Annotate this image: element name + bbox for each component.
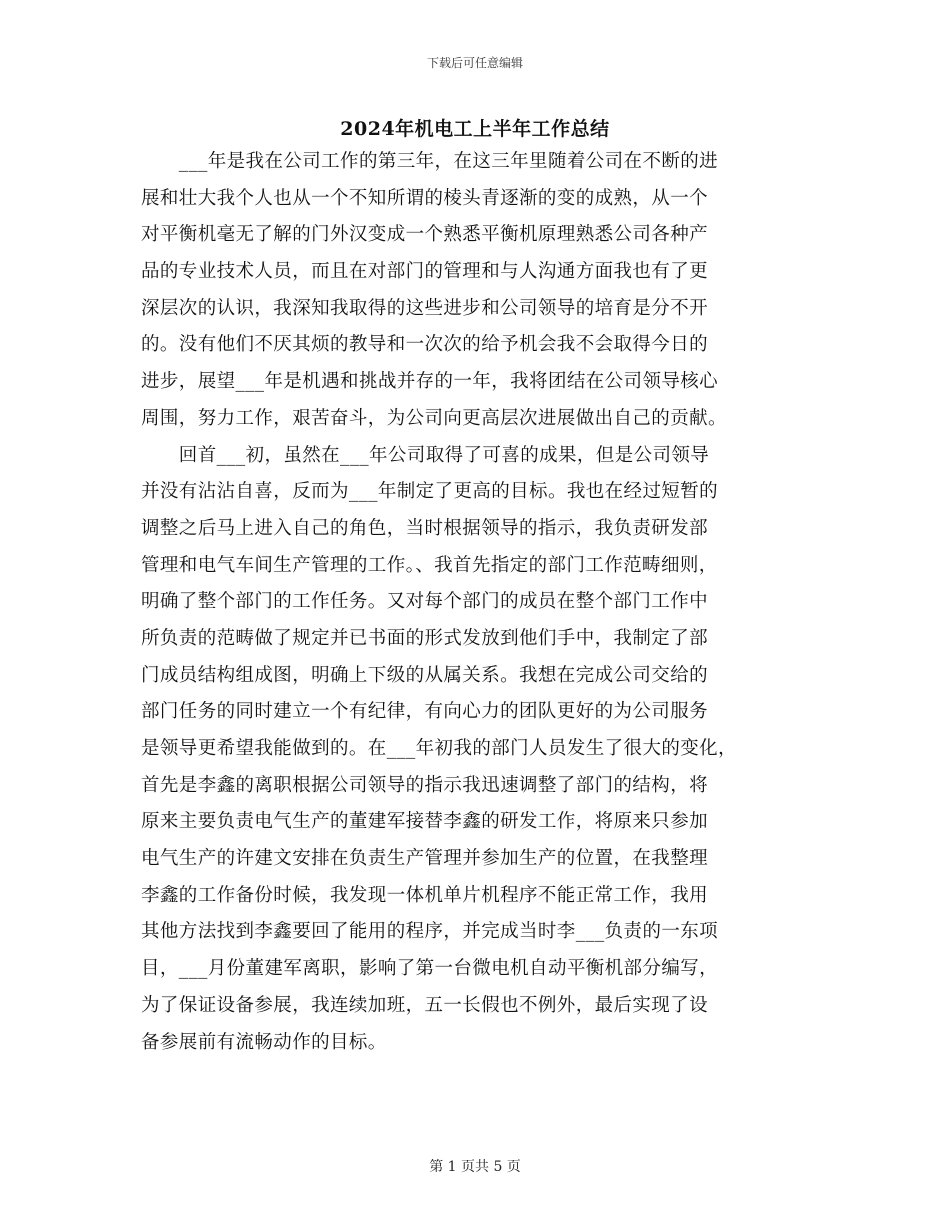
body-line: 首先是李鑫的离职根据公司领导的指示我迅速调整了部门的结构，将 — [141, 774, 709, 796]
body-line: 展和壮大我个人也从一个不知所谓的棱头青逐渐的变的成熟，从一个 — [141, 187, 709, 209]
body-line: 原来主要负责电气生产的董建军接替李鑫的研发工作，将原来只参加 — [141, 811, 709, 833]
body-line: 回首___初，虽然在___年公司取得了可喜的成果，但是公司领导 — [141, 444, 710, 466]
document-title: 2024年机电工上半年工作总结 — [340, 118, 610, 140]
body-line: 为了保证设备参展，我连续加班，五一长假也不例外，最后实现了设 — [141, 994, 709, 1016]
body-line: 是领导更希望我能做到的。在___年初我的部门人员发生了很大的变化， — [141, 738, 737, 759]
body-line: 品的专业技术人员，而且在对部门的管理和与人沟通方面我也有了更 — [141, 261, 709, 283]
body-line: 部门任务的同时建立一个有纪律，有向心力的团队更好的为公司服务 — [141, 701, 709, 723]
body-line: ___年是我在公司工作的第三年，在这三年里随着公司在不断的进 — [141, 151, 719, 172]
body-line: 所负责的范畴做了规定并已书面的形式发放到他们手中，我制定了部 — [141, 627, 709, 649]
body-line: 目，___月份董建军离职，影响了第一台微电机自动平衡机部分编写， — [141, 958, 719, 980]
body-line: 对平衡机毫无了解的门外汉变成一个熟悉平衡机原理熟悉公司各种产 — [141, 224, 709, 246]
body-line: 的。没有他们不厌其烦的教导和一次次的给予机会我不会取得今日的 — [141, 334, 709, 356]
body-line: 备参展前有流畅动作的目标。 — [141, 1031, 387, 1053]
document-body — [141, 144, 831, 1061]
body-line: 并没有沾沾自喜，反而为___年制定了更高的目标。我也在经过短暂的 — [141, 481, 719, 503]
body-line: 李鑫的工作备份时候，我发现一体机单片机程序不能正常工作，我用 — [141, 884, 709, 906]
body-line: 进步，展望___年是机遇和挑战并存的一年，我将团结在公司领导核心 — [141, 371, 719, 393]
body-line: 调整之后马上进入自己的角色，当时根据领导的指示，我负责研发部 — [141, 517, 709, 539]
body-line: 门成员结构组成图，明确上下级的从属关系。我想在完成公司交给的 — [141, 664, 709, 686]
page-header: 下载后可任意编辑 — [426, 56, 523, 70]
body-line: 明确了整个部门的工作任务。又对每个部门的成员在整个部门工作中 — [141, 591, 709, 613]
body-line: 深层次的认识，我深知我取得的这些进步和公司领导的培育是分不开 — [141, 297, 709, 319]
body-line: 周围，努力工作，艰苦奋斗，为公司向更高层次进展做出自己的贡献。 — [141, 407, 727, 429]
page-footer: 第 1 页共 5 页 — [429, 1159, 521, 1175]
body-line: 管理和电气车间生产管理的工作。、我首先指定的部门工作范畴细则， — [141, 554, 718, 576]
body-line: 其他方法找到李鑫要回了能用的程序，并完成当时李___负责的一东项 — [141, 921, 719, 943]
body-line: 电气生产的许建文安排在负责生产管理并参加生产的位置，在我整理 — [141, 848, 709, 870]
